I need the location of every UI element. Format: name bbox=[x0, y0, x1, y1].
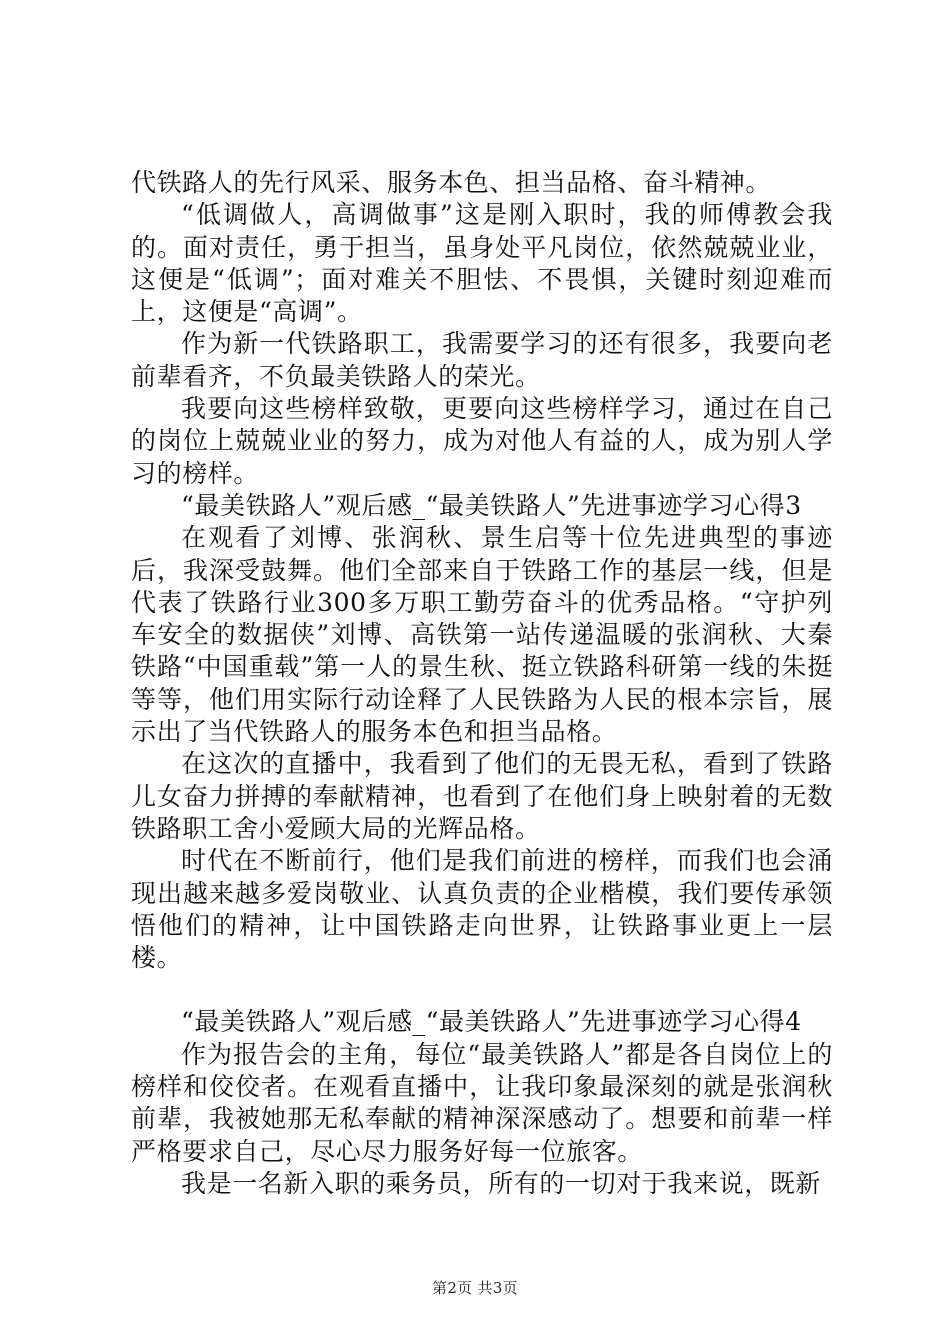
paragraph-live-broadcast: 在这次的直播中，我看到了他们的无畏无私，看到了铁路儿女奋力拼搏的奉献精神，也看到了在他们身上映射着的无数铁路职工舍小爱顾大局的光辉品格。 bbox=[131, 749, 833, 843]
document-body bbox=[131, 167, 833, 1200]
paragraph-times-moving-forward: 时代在不断前行，他们是我们前进的榜样，而我们也会涌现出越来越多爱岗敬业、认真负责的企业楷模，我们要传承领悟他们的精神，让中国铁路走向世界，让铁路事业更上一层楼。 bbox=[131, 846, 833, 973]
page-footer: 第2页 共3页 bbox=[432, 1279, 518, 1297]
paragraph-new-generation: 作为新一代铁路职工，我需要学习的还有很多，我要向老前辈看齐，不负最美铁路人的荣光。 bbox=[131, 329, 833, 391]
section-heading-4: “最美铁路人”观后感_“最美铁路人”先进事迹学习心得4 bbox=[181, 1007, 802, 1037]
paragraph-low-key-high-key: “低调做人，高调做事”这是刚入职时，我的师傅教会我的。面对责任，勇于担当，虽身处平凡岗位，依然兢兢业业，这便是“低调”；面对难关不胆怯、不畏惧，关键时刻迎难而上，这便是“高调”。 bbox=[131, 200, 833, 327]
paragraph-salute-role-models: 我要向这些榜样致敬，更要向这些榜样学习，通过在自己的岗位上兢兢业业的努力，成为对他人有益的人，成为别人学习的榜样。 bbox=[131, 394, 833, 488]
paragraph-report-protagonists: 作为报告会的主角，每位“最美铁路人”都是各自岗位上的榜样和佼佼者。在观看直播中，让我印象最深刻的就是张润秋前辈，我被她那无私奉献的精神深深感动了。想要和前辈一样严格要求自己，尽心尽力服务好每一位旅客。 bbox=[131, 1039, 833, 1166]
section-heading-3: “最美铁路人”观后感_“最美铁路人”先进事迹学习心得3 bbox=[181, 490, 802, 520]
paragraph-continuation: 代铁路人的先行风采、服务本色、担当品格、奋斗精神。 bbox=[131, 168, 772, 197]
blank-line bbox=[131, 974, 833, 1006]
paragraph-new-attendant: 我是一名新入职的乘务员，所有的一切对于我来说，既新 bbox=[181, 1168, 822, 1198]
paragraph-ten-models: 在观看了刘博、张润秋、景生启等十位先进典型的事迹后，我深受鼓舞。他们全部来自于铁路工作的基层一线，但是代表了铁路行业300多万职工勤劳奋斗的优秀品格。“守护列车安全的数据侠”刘博、高铁第一站传递温暖的张润秋、大秦铁路“中国重载”第一人的景生秋、挺立铁路科研第一线的朱挺等等，他们用实际行动诠释了人民铁路为人民的根本宗旨，展示出了当代铁路人的服务本色和担当品格。 bbox=[131, 523, 833, 747]
